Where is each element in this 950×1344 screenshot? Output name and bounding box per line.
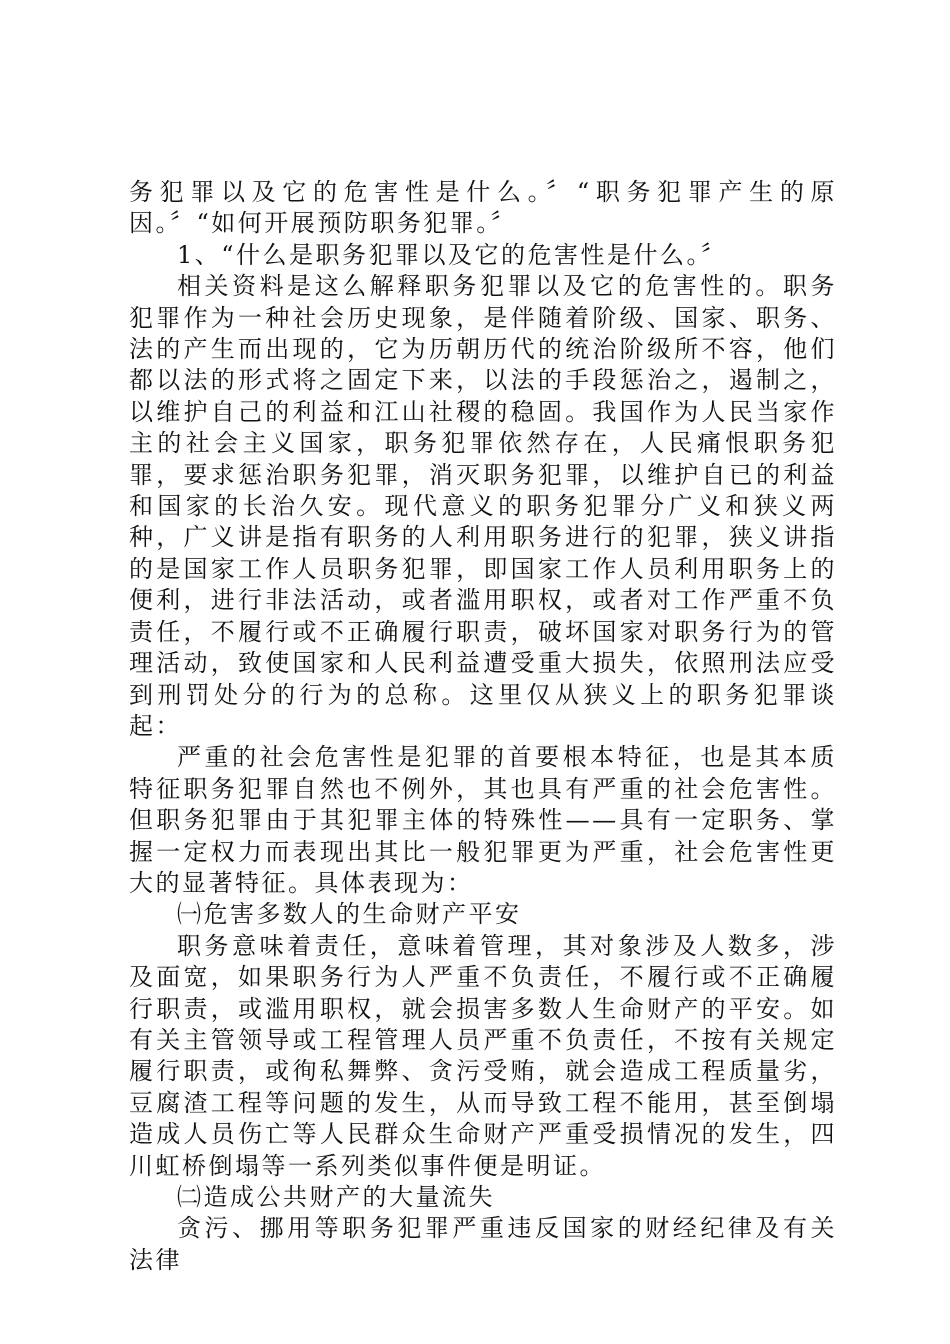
paragraph-harm-characteristics: 严重的社会危害性是犯罪的首要根本特征，也是其本质特征职务犯罪自然也不例外，其也具有严重的社会危害性。但职务犯罪由于其犯罪主体的特殊性——具有一定职务、掌握一定权力而表现出其比一般犯罪更为严重，社会危害性更大的显著特征。具体表现为： xyxy=(129,743,837,897)
section-heading-1: 1、“什么是职务犯罪以及它的危害性是什么。〞 xyxy=(177,240,728,269)
subheading-2: ㈡造成公共财产的大量流失 xyxy=(177,1183,495,1211)
subheading-1: ㈠危害多数人的生命财产平安 xyxy=(177,900,522,929)
body-text xyxy=(129,177,837,1276)
paragraph-definition: 相关资料是这么解释职务犯罪以及它的危害性的。职务犯罪作为一种社会历史现象，是伴随着阶级、国家、职务、法的产生而出现的，它为历朝历代的统治阶级所不容，他们都以法的形式将之固定下来，以法的手段惩治之，遏制之，以维护自己的利益和江山社稷的稳固。我国作为人民当家作主的社会主义国家，职务犯罪依然存在，人民痛恨职务犯罪，要求惩治职务犯罪，消灭职务犯罪，以维护自已的利益和国家的长治久安。现代意义的职务犯罪分广义和狭义两种，广义讲是指有职务的人利用职务进行的犯罪，狭义讲指的是国家工作人员职务犯罪，即国家工作人员利用职务上的便利，进行非法活动，或者滥用职权，或者对工作严重不负责任，不履行或不正确履行职责，破坏国家对职务行为的管理活动，致使国家和人民利益遭受重大损失，依照刑法应受到刑罚处分的行为的总称。这里仅从狭义上的职务犯罪谈起： xyxy=(129,272,837,740)
paragraph-continuation: 务犯罪以及它的危害性是什么。〞“职务犯罪产生的原因。〞“如何开展预防职务犯罪。〞 xyxy=(129,178,837,238)
paragraph-public-property: 贪污、挪用等职务犯罪严重违反国家的财经纪律及有关法律 xyxy=(129,1214,837,1274)
paragraph-life-property: 职务意味着责任，意味着管理，其对象涉及人数多，涉及面宽，如果职务行为人严重不负责任，不履行或不正确履行职责，或滥用职权，就会损害多数人生命财产的平安。如有关主管领导或工程管理人员严重不负责任，不按有关规定履行职责，或徇私舞弊、贪污受贿，就会造成工程质量劣，豆腐渣工程等问题的发生，从而导致工程不能用，甚至倒塌造成人员伤亡等人民群众生命财产严重受损情况的发生，四川虹桥倒塌等一系列类似事件便是明证。 xyxy=(129,931,837,1180)
